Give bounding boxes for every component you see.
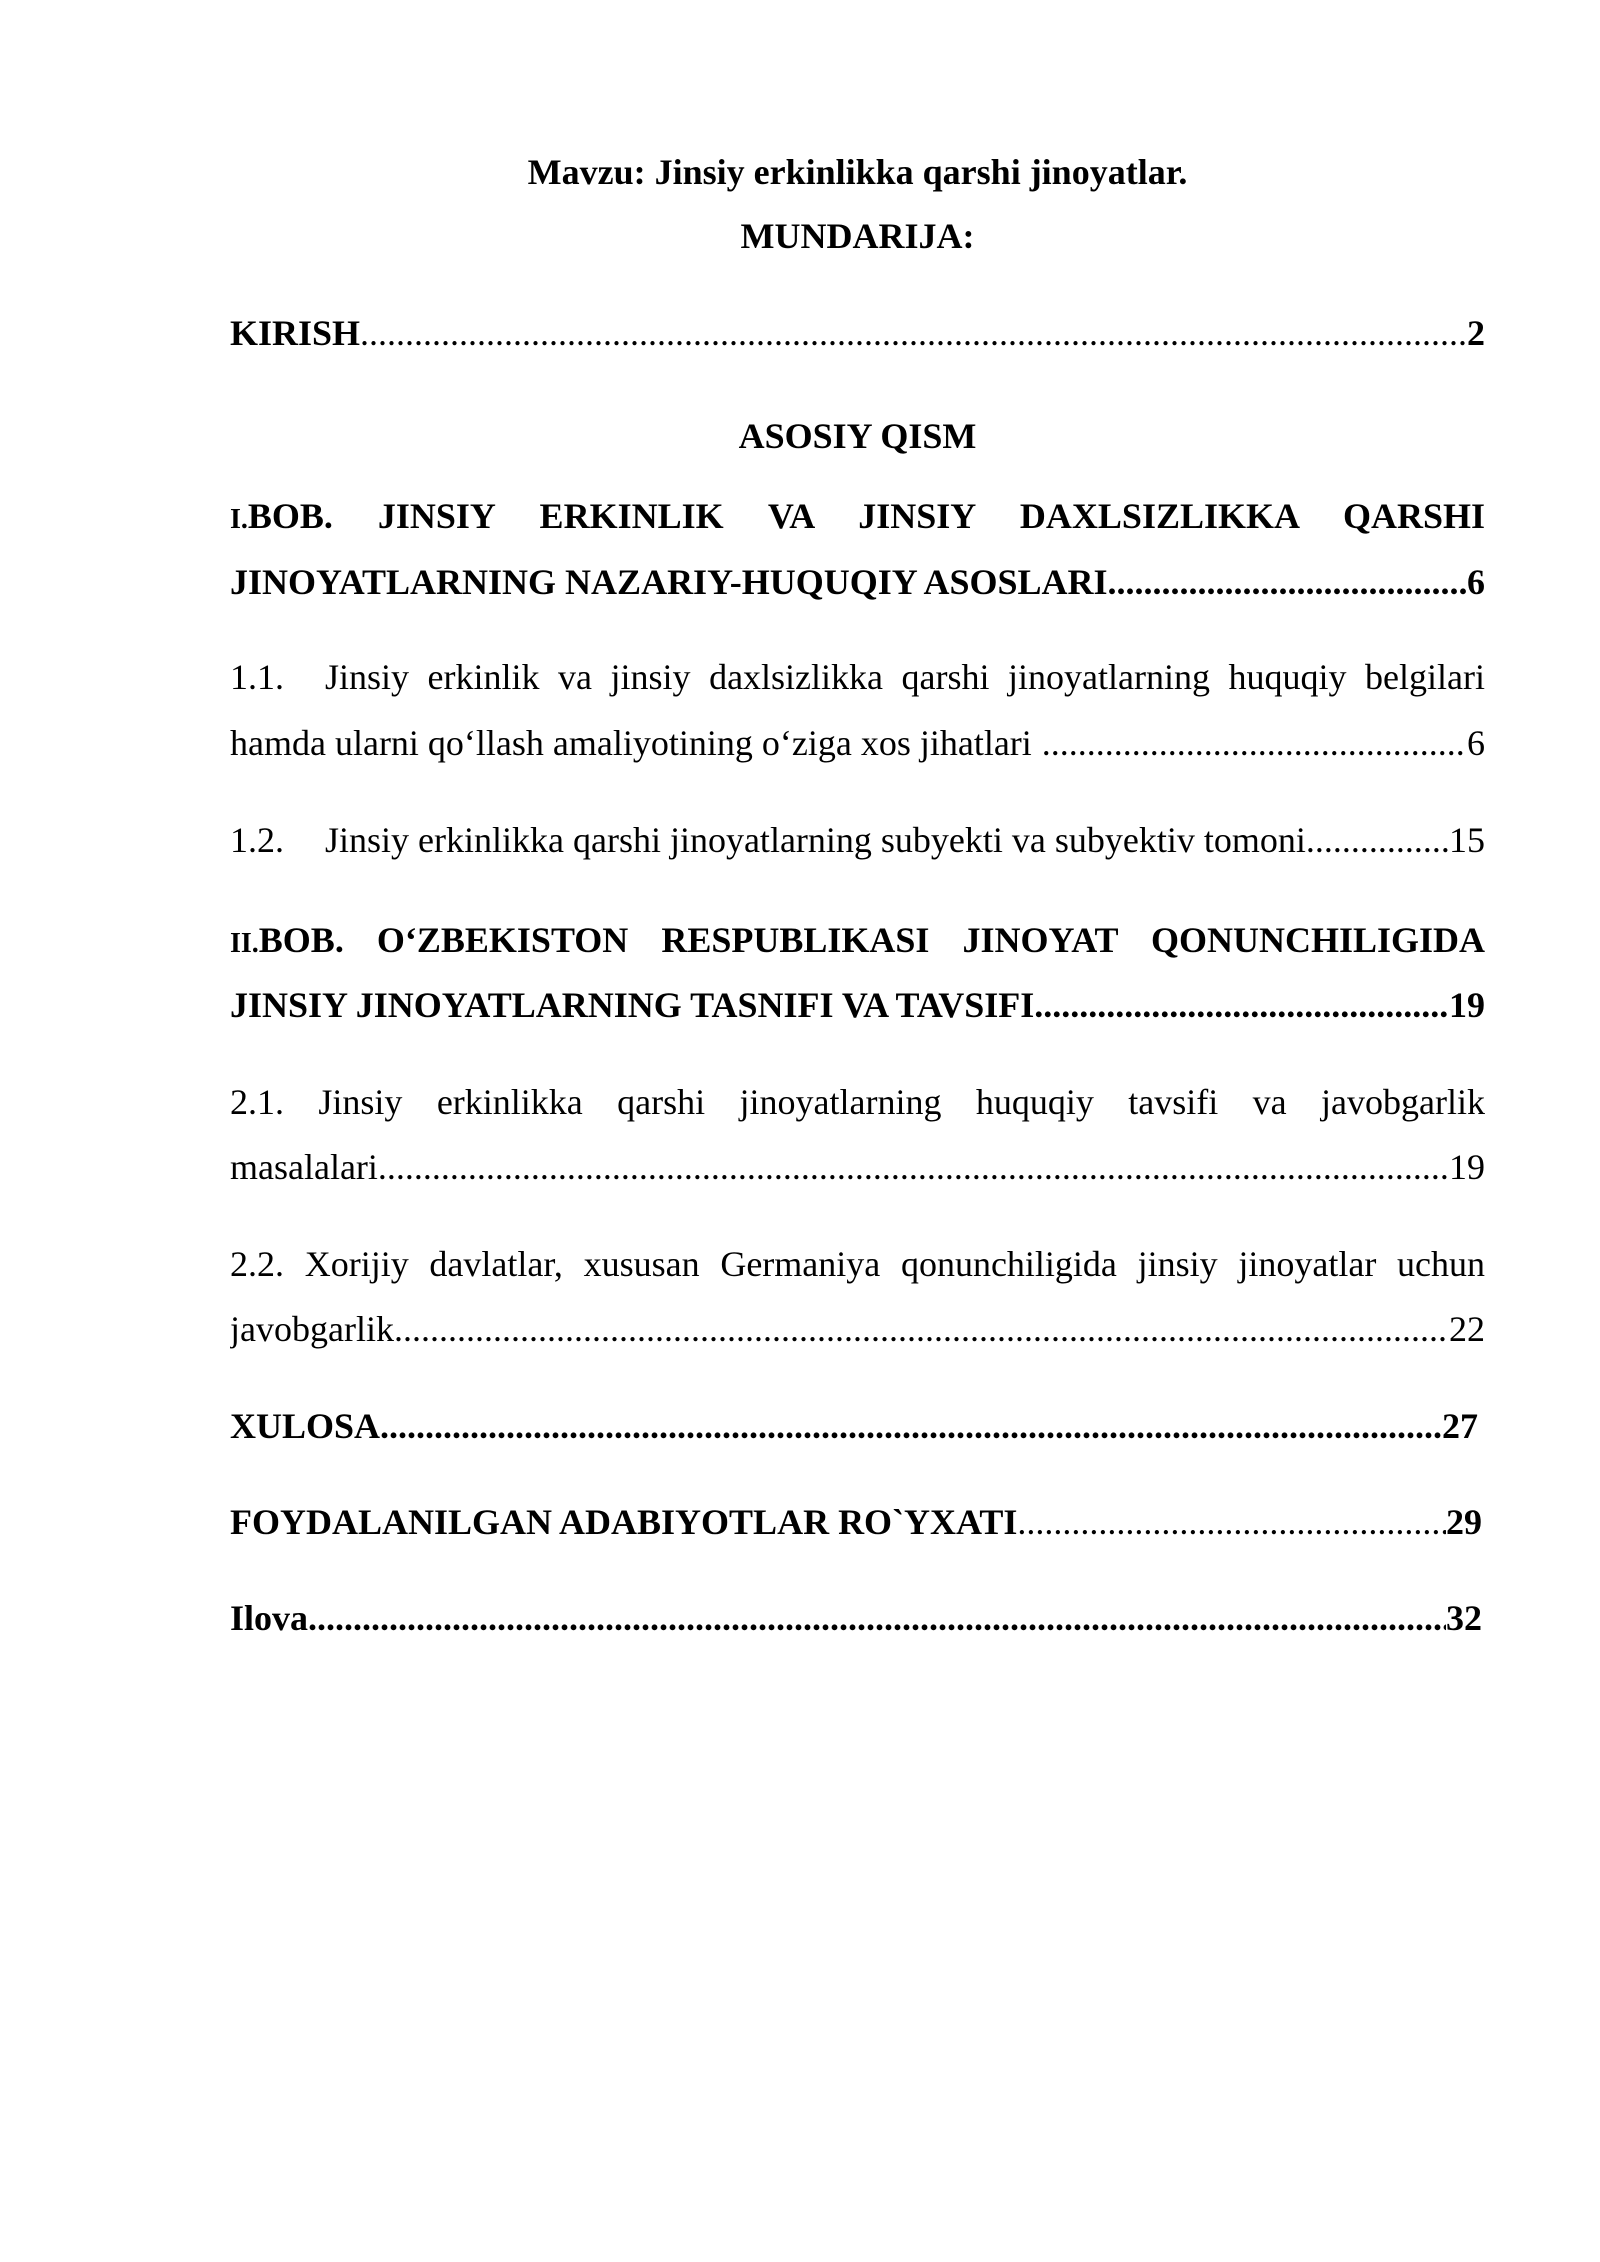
section-title-line-1: Jinsiy erkinlik va jinsiy daxlsizlikka qarshi jinoyatlarning huquqiy belgilari bbox=[325, 657, 1485, 697]
toc-entry-2-1-line-1[interactable] bbox=[230, 1080, 1485, 1124]
toc-page-number: 27 bbox=[1442, 1406, 1478, 1446]
toc-page-number: 6 bbox=[1467, 723, 1485, 763]
toc-entry-chapter-1-line-2[interactable] bbox=[230, 560, 1485, 604]
toc-page-number: 32 bbox=[1446, 1598, 1482, 1638]
toc-entry-label: KIRISH bbox=[230, 313, 361, 353]
toc-entry-1-1-line-1[interactable] bbox=[230, 655, 1485, 699]
dot-leader bbox=[1306, 818, 1449, 862]
toc-entry-1-1-line-2[interactable] bbox=[230, 721, 1485, 765]
chapter-title-line-2: JINOYATLARNING NAZARIY-HUQUQIY ASOSLARI bbox=[230, 562, 1108, 602]
toc-entry-2-1-line-2[interactable] bbox=[230, 1145, 1485, 1189]
dot-leader bbox=[378, 1145, 1449, 1189]
section-title-line-1: 2.1. Jinsiy erkinlikka qarshi jinoyatlarning huquqiy tavsifi va javobgarlik bbox=[230, 1082, 1485, 1122]
section-number: 1.2. bbox=[230, 820, 284, 860]
section-title: Jinsiy erkinlikka qarshi jinoyatlarning subyekti va subyektiv tomoni bbox=[325, 820, 1306, 860]
dot-leader bbox=[360, 311, 1467, 355]
toc-entry-1-2[interactable] bbox=[230, 818, 1485, 862]
section-heading-asosiy: ASOSIY QISM bbox=[738, 416, 977, 456]
toc-heading: MUNDARIJA: bbox=[740, 216, 975, 256]
chapter-title-line-1: BOB. O‘ZBEKISTON RESPUBLIKASI JINOYAT QONUNCHILIGIDA bbox=[258, 920, 1485, 960]
dot-leader bbox=[1032, 721, 1467, 765]
toc-page-number: 22 bbox=[1449, 1309, 1485, 1349]
dot-leader bbox=[1017, 1500, 1446, 1544]
dot-leader bbox=[380, 1404, 1442, 1448]
document-title: Mavzu: Jinsiy erkinlikka qarshi jinoyatlar. bbox=[527, 152, 1188, 192]
toc-entry-chapter-2-line-1[interactable] bbox=[230, 918, 1485, 962]
toc-entry-ilova[interactable] bbox=[230, 1596, 1482, 1640]
dot-leader bbox=[1034, 983, 1449, 1027]
chapter-title-line-1: BOB. JINSIY ERKINLIK VA JINSIY DAXLSIZLIKKA QARSHI bbox=[247, 496, 1485, 536]
toc-page-number: 2 bbox=[1467, 313, 1485, 353]
toc-entry-label: Ilova bbox=[230, 1598, 309, 1638]
chapter-number: I. bbox=[230, 504, 248, 535]
toc-page-number: 19 bbox=[1449, 985, 1485, 1025]
dot-leader bbox=[394, 1307, 1449, 1351]
section-title-line-2: hamda ularni qo‘llash amaliyotining o‘ziga xos jihatlari bbox=[230, 723, 1032, 763]
toc-page-number: 15 bbox=[1449, 820, 1485, 860]
toc-entry-chapter-1-line-1[interactable] bbox=[230, 494, 1485, 538]
dot-leader bbox=[308, 1596, 1446, 1640]
toc-entry-label: XULOSA bbox=[230, 1406, 381, 1446]
toc-entry-kirish[interactable] bbox=[230, 311, 1485, 355]
section-number: 1.1. bbox=[230, 657, 284, 697]
section-title-line-2: javobgarlik bbox=[230, 1309, 394, 1349]
toc-entry-2-2-line-1[interactable] bbox=[230, 1242, 1485, 1286]
toc-page-number: 19 bbox=[1449, 1147, 1485, 1187]
section-title-line-2: masalalari bbox=[230, 1147, 378, 1187]
chapter-title-line-2: JINSIY JINOYATLARNING TASNIFI VA TAVSIFI bbox=[230, 985, 1035, 1025]
toc-entry-chapter-2-line-2[interactable] bbox=[230, 983, 1485, 1027]
toc-entry-xulosa[interactable] bbox=[230, 1404, 1478, 1448]
dot-leader bbox=[1108, 560, 1468, 604]
toc-page-number: 29 bbox=[1446, 1502, 1482, 1542]
toc-entry-label: FOYDALANILGAN ADABIYOTLAR RO`YXATI bbox=[230, 1502, 1018, 1542]
toc-page-number: 6 bbox=[1467, 562, 1485, 602]
chapter-number: II. bbox=[230, 928, 259, 959]
section-title-line-1: 2.2. Xorijiy davlatlar, xususan Germaniya qonunchiligida jinsiy jinoyatlar uchun bbox=[230, 1244, 1485, 1284]
toc-entry-2-2-line-2[interactable] bbox=[230, 1307, 1485, 1351]
toc-entry-adabiyotlar[interactable] bbox=[230, 1500, 1482, 1544]
